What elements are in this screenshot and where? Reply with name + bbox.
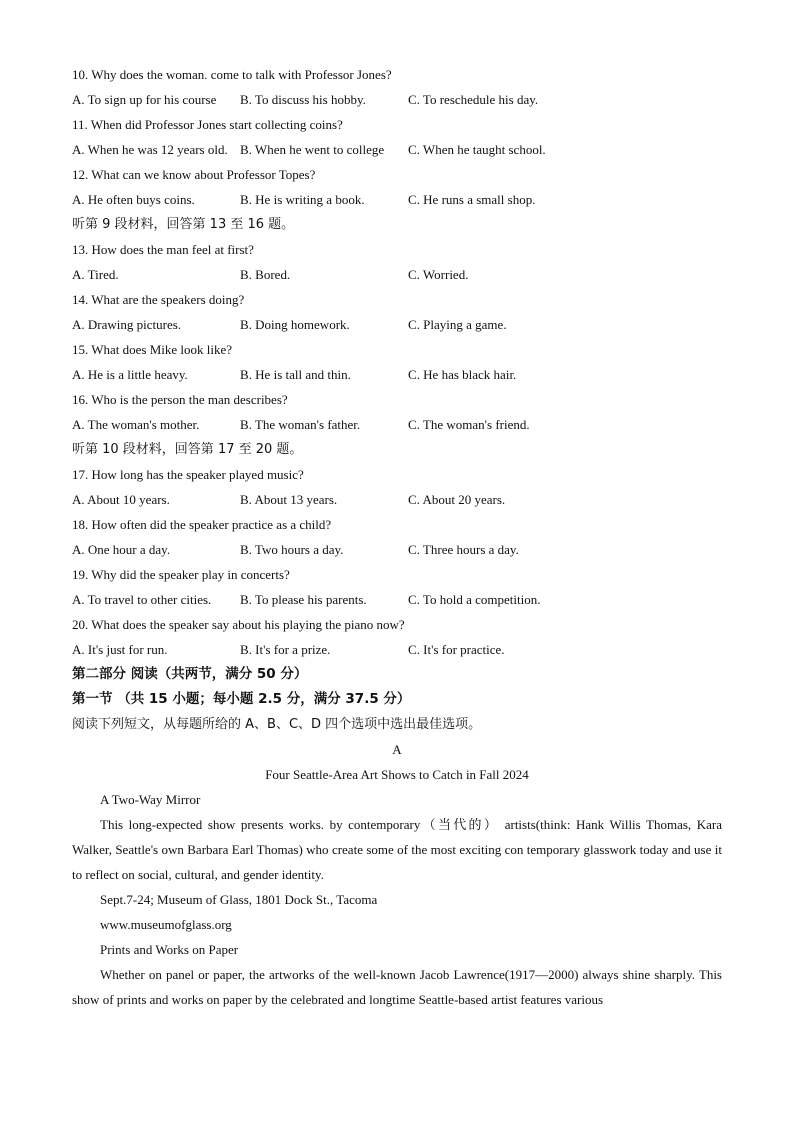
question-text: 10. Why does the woman. come to talk with Professor Jones? xyxy=(72,67,392,82)
option-c: C. Three hours a day. xyxy=(408,542,519,557)
option-b: B. To discuss his hobby. xyxy=(240,92,366,107)
option-a: A. To sign up for his course xyxy=(72,92,217,107)
options-row xyxy=(72,87,722,112)
section-1-heading: 第一节 （共 15 小题；每小题 2.5 分，满分 37.5 分） xyxy=(72,691,411,707)
question-block-18 xyxy=(72,512,722,562)
question-text: 13. How does the man feel at first? xyxy=(72,242,254,257)
option-a: A. Tired. xyxy=(72,267,119,282)
options-row xyxy=(72,262,722,287)
question-block-16 xyxy=(72,387,722,437)
option-a: A. One hour a day. xyxy=(72,542,171,557)
question-text: 17. How long has the speaker played music? xyxy=(72,467,304,482)
options-row xyxy=(72,412,722,437)
option-a: A. To travel to other cities. xyxy=(72,592,212,607)
option-a: A. He often buys coins. xyxy=(72,192,195,207)
option-c: C. About 20 years. xyxy=(408,492,506,507)
option-b: B. It's for a prize. xyxy=(240,642,331,657)
options-row xyxy=(72,487,722,512)
section-9-instruction: 听第 9 段材料，回答第 13 至 16 题。 xyxy=(72,217,295,232)
show-1-name: A Two-Way Mirror xyxy=(100,792,201,807)
question-text: 11. When did Professor Jones start collecting coins? xyxy=(72,117,343,132)
question-block-15 xyxy=(72,337,722,387)
option-b: B. To please his parents. xyxy=(240,592,367,607)
passage-title: Four Seattle-Area Art Shows to Catch in Fall 2024 xyxy=(265,767,529,782)
question-text: 20. What does the speaker say about his playing the piano now? xyxy=(72,617,405,632)
question-block-14 xyxy=(72,287,722,337)
show-1-url: www.museumofglass.org xyxy=(100,917,232,932)
option-a: A. Drawing pictures. xyxy=(72,317,182,332)
show-2-description: Whether on panel or paper, the artworks of the well-known Jacob Lawrence(1917—2000) always shine sharply. This show of prints and works on paper by the celebrated and longtime Seattle-based artist features various xyxy=(72,967,722,1007)
options-row xyxy=(72,362,722,387)
question-text: 19. Why did the speaker play in concerts? xyxy=(72,567,290,582)
question-text: 18. How often did the speaker practice as a child? xyxy=(72,517,332,532)
option-a: A. When he was 12 years old. xyxy=(72,142,228,157)
question-block-10 xyxy=(72,62,722,112)
options-row xyxy=(72,312,722,337)
question-text: 15. What does Mike look like? xyxy=(72,342,233,357)
option-b: B. The woman's father. xyxy=(240,417,361,432)
question-block-20 xyxy=(72,612,722,662)
option-a: A. About 10 years. xyxy=(72,492,170,507)
option-c: C. The woman's friend. xyxy=(408,417,530,432)
question-block-12 xyxy=(72,162,722,212)
part-2-heading: 第二部分 阅读（共两节，满分 50 分） xyxy=(72,666,308,682)
option-b: B. About 13 years. xyxy=(240,492,338,507)
options-row xyxy=(72,537,722,562)
reading-instruction: 阅读下列短文，从每题所给的 A、B、C、D 四个选项中选出最佳选项。 xyxy=(72,717,482,732)
options-row xyxy=(72,137,722,162)
question-block-13 xyxy=(72,237,722,287)
question-text: 12. What can we know about Professor Topes? xyxy=(72,167,316,182)
option-c: C. To hold a competition. xyxy=(408,592,541,607)
option-a: A. It's just for run. xyxy=(72,642,168,657)
option-b: B. Bored. xyxy=(240,267,291,282)
option-c: C. To reschedule his day. xyxy=(408,92,539,107)
option-b: B. He is writing a book. xyxy=(240,192,365,207)
option-a: A. He is a little heavy. xyxy=(72,367,188,382)
option-c: C. He has black hair. xyxy=(408,367,517,382)
question-block-17 xyxy=(72,462,722,512)
option-c: C. It's for practice. xyxy=(408,642,505,657)
passage-letter: A xyxy=(392,742,402,757)
options-row xyxy=(72,187,722,212)
section-10-instruction: 听第 10 段材料，回答第 17 至 20 题。 xyxy=(72,442,303,457)
option-b: B. Doing homework. xyxy=(240,317,350,332)
question-block-19 xyxy=(72,562,722,612)
option-c: C. He runs a small shop. xyxy=(408,192,536,207)
show-1-description: This long-expected show presents works. by contemporary（当代的） artists(think: Hank Willis Thomas, Kara Walker, Seattle's own Barbara Earl Thomas) who create some of the most exciting con temporary glasswork today and use it to reflect on social, cultural, and gender identity. xyxy=(72,817,722,882)
option-b: B. When he went to college xyxy=(240,142,385,157)
exam-page xyxy=(72,62,722,1012)
option-b: B. He is tall and thin. xyxy=(240,367,351,382)
show-2-name: Prints and Works on Paper xyxy=(100,942,239,957)
option-c: C. Worried. xyxy=(408,267,469,282)
option-a: A. The woman's mother. xyxy=(72,417,200,432)
question-block-11 xyxy=(72,112,722,162)
show-1-info: Sept.7-24; Museum of Glass, 1801 Dock St., Tacoma xyxy=(100,892,378,907)
option-b: B. Two hours a day. xyxy=(240,542,344,557)
option-c: C. When he taught school. xyxy=(408,142,546,157)
question-text: 16. Who is the person the man describes? xyxy=(72,392,288,407)
question-text: 14. What are the speakers doing? xyxy=(72,292,245,307)
option-c: C. Playing a game. xyxy=(408,317,507,332)
options-row xyxy=(72,587,722,612)
options-row xyxy=(72,637,722,662)
